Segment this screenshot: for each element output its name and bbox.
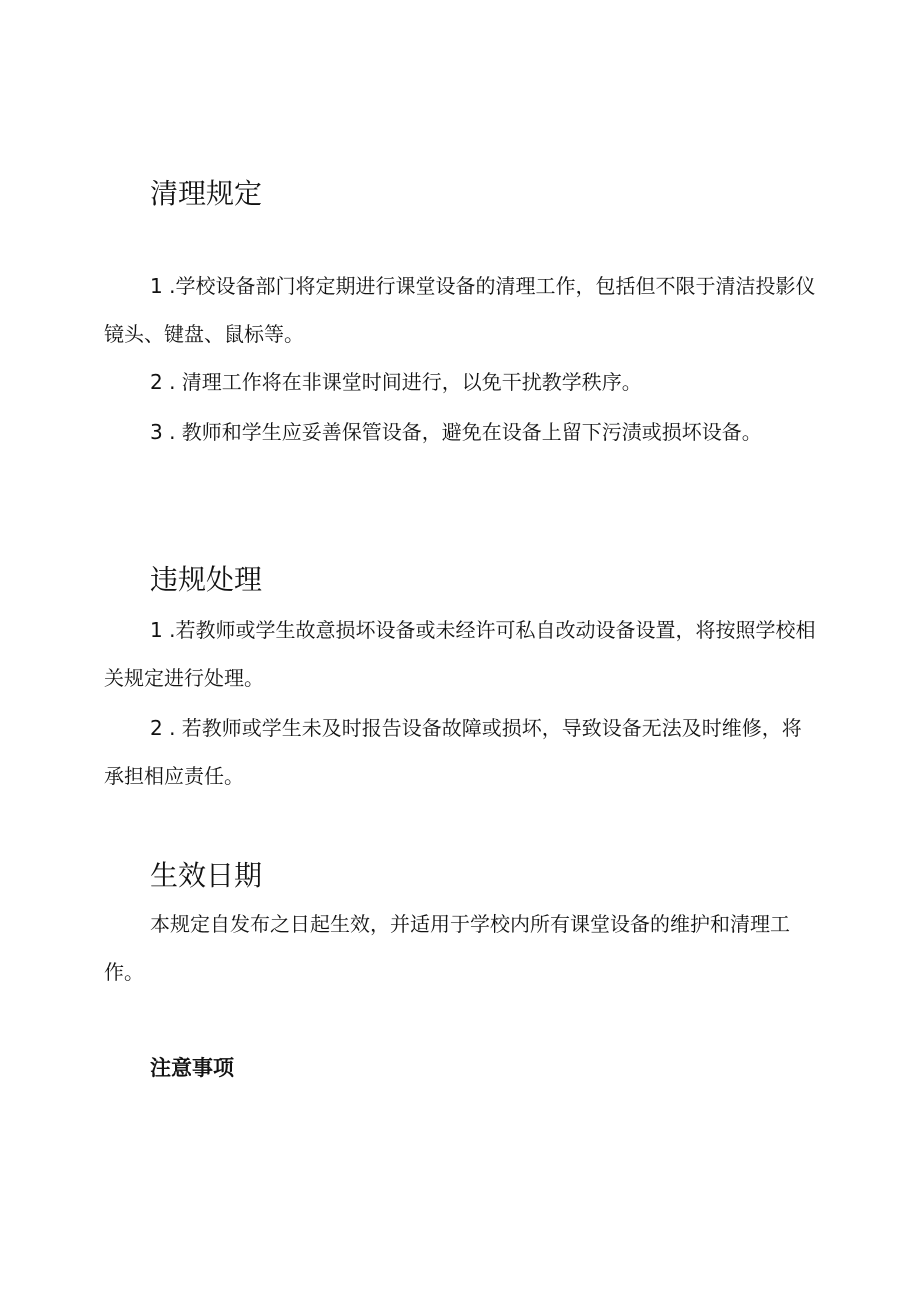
effective-date-text: 本规定自发布之日起生效，并适用于学校内所有课堂设备的维护和清理工作。 [104, 912, 790, 984]
section-heading-cleaning: 清理规定 [150, 177, 263, 210]
section-heading-violations: 违规处理 [150, 563, 263, 596]
cleaning-item-1: 1 .学校设备部门将定期进行课堂设备的清理工作，包括但不限于清洁投影仪镜头、键盘、鼠标等。 [104, 274, 816, 346]
violations-item-2: 2 . 若教师或学生未及时报告设备故障或损坏，导致设备无法及时维修，将承担相应责任。 [104, 716, 802, 788]
cleaning-item-3: 3 . 教师和学生应妥善保管设备，避免在设备上留下污渍或损坏设备。 [150, 420, 762, 444]
cleaning-item-2: 2 . 清理工作将在非课堂时间进行，以免干扰教学秩序。 [150, 370, 642, 394]
section-heading-effective-date: 生效日期 [150, 859, 263, 892]
violations-item-1: 1 .若教师或学生故意损坏设备或未经许可私自改动设备设置，将按照学校相关规定进行处理。 [104, 618, 816, 690]
section-heading-notes: 注意事项 [150, 1056, 234, 1080]
